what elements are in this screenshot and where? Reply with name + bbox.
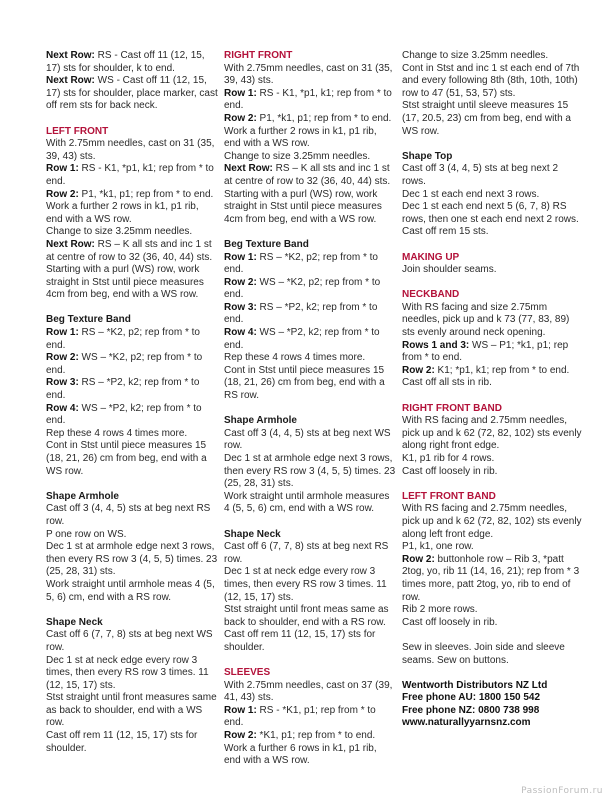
instruction-line: Row 2: buttonhole row – Rib 3, *patt 2tog, yo, rib 11 (14, 16, 21); rep from * 3 times more, patt 2tog, yo, rib to end of row. bbox=[402, 553, 580, 603]
instruction-line: Change to size 3.25mm needles. bbox=[402, 50, 549, 61]
right-armhole-section bbox=[224, 415, 396, 516]
instruction-line: Cast off all sts in rib. bbox=[402, 377, 492, 389]
instruction-line: Cont in Stst until piece measures 15 (18, 21, 26) cm from beg, end with a RS row. bbox=[224, 364, 385, 402]
instruction-line: Dec 1 st at armhole edge next 3 rows, then every RS row 3 (4, 5, 5) times. 23 (25, 28, 31) sts. bbox=[46, 541, 218, 578]
instruction-line: Cast off 6 (7, 7, 8) sts at beg next WS row. bbox=[46, 629, 213, 653]
subsection-heading: Shape Top bbox=[402, 150, 453, 162]
right-texture-band-section bbox=[224, 239, 396, 403]
instruction-line: Work straight until armhole meas 4 (5, 5, 6) cm, end with a RS row. bbox=[46, 578, 215, 603]
section-heading: LEFT FRONT BAND bbox=[402, 490, 496, 502]
distributor-contact bbox=[402, 680, 584, 730]
instruction-line: Work a further 2 rows in k1, p1 rib, end with a WS row. bbox=[46, 201, 199, 225]
instruction-line: Cast off rem 11 (12, 15, 17) sts for shoulder. bbox=[224, 629, 376, 653]
instruction-line: Dec 1 st each end next 5 (6, 7, 8) RS rows, then one st each end next 2 rows. bbox=[402, 201, 579, 225]
instruction-line: With 2.75mm needles, cast on 31 (35, 39, 43) sts. bbox=[46, 138, 215, 162]
subsection-heading: Beg Texture Band bbox=[46, 314, 131, 326]
instruction-line: Next Row: RS - Cast off 11 (12, 15, 17) sts for shoulder, k to end. bbox=[46, 50, 205, 74]
instruction-line: Dec 1 st each end next 3 rows. bbox=[402, 188, 540, 200]
instruction-line: Cast off loosely in rib. bbox=[402, 465, 498, 477]
phone-au: Free phone AU: 1800 150 542 bbox=[402, 692, 541, 704]
instruction-line: Cast off loosely in rib. bbox=[402, 616, 498, 628]
left-texture-band-section bbox=[46, 314, 218, 478]
instruction-line: Row 2: P1, *k1, p1; rep from * to end. bbox=[224, 112, 392, 124]
instruction-line: Starting with a purl (WS) row, work straight in Stst until piece measures 4cm from beg, end with a WS row. bbox=[46, 264, 204, 301]
sleeves-section bbox=[224, 667, 396, 768]
instruction-line: Row 2: P1, *k1, p1; rep from * to end. bbox=[46, 188, 214, 200]
instruction-line: Row 2: WS – *K2, p2; rep from * to end. bbox=[224, 276, 381, 301]
instruction-line: Row 4: WS – *P2, k2; rep from * to end. bbox=[224, 327, 380, 351]
instruction-line: With 2.75mm needles, cast on 31 (35, 39, 43) sts. bbox=[224, 62, 393, 87]
instruction-line: Cast off rem 11 (12, 15, 17) sts for shoulder. bbox=[46, 730, 198, 754]
instruction-line: Sew in sleeves. Join side and sleeve seams. Sew on buttons. bbox=[402, 641, 565, 666]
section-heading: LEFT FRONT bbox=[46, 125, 109, 137]
instruction-line: Cast off 3 (4, 4, 5) sts at beg next WS row. bbox=[224, 427, 391, 452]
shape-top-section bbox=[402, 151, 584, 239]
section-heading: MAKING UP bbox=[402, 251, 460, 263]
distributor-name: Wentworth Distributors NZ Ltd bbox=[402, 679, 548, 691]
sleeves-continued-block bbox=[402, 50, 584, 138]
subsection-heading: Shape Neck bbox=[224, 528, 281, 540]
instruction-line: Dec 1 st at neck edge every row 3 times, then every RS row 3 times. 11 (12, 15, 17) sts. bbox=[46, 654, 209, 691]
instruction-line: P one row on WS. bbox=[46, 528, 127, 540]
instruction-line: Row 1: RS - K1, *p1, k1; rep from * to end. bbox=[46, 163, 214, 187]
finishing-block bbox=[402, 642, 584, 667]
instruction-line: Row 1: RS – *K2, p2; rep from * to end. bbox=[46, 327, 200, 351]
instruction-line: K1, p1 rib for 4 rows. bbox=[402, 453, 495, 464]
instruction-line: Work straight until armhole measures 4 (5, 5, 6) cm, end with a WS row. bbox=[224, 490, 390, 515]
instruction-line: Next Row: RS – K all sts and inc 1 st at centre of row to 32 (36, 40, 44) sts. bbox=[224, 163, 391, 187]
instruction-line: With RS facing and 2.75mm needles, pick up and k 62 (72, 82, 102) sts evenly along left front edge. bbox=[402, 503, 582, 540]
instruction-line: Rep these 4 rows 4 times more. bbox=[224, 352, 366, 364]
instruction-line: Dec 1 st at neck edge every row 3 times, then every RS row 3 times. 11 (12, 15, 17) sts. bbox=[224, 566, 387, 603]
subsection-heading: Shape Armhole bbox=[46, 490, 119, 502]
instruction-line: Row 2: K1; *p1, k1; rep from * to end. bbox=[402, 364, 570, 376]
instruction-line: Stst straight until sleeve measures 15 (17, 20.5, 23) cm from beg, end with a WS row. bbox=[402, 100, 571, 137]
instruction-line: Row 4: WS – *P2, k2; rep from * to end. bbox=[46, 402, 202, 427]
instruction-line: Work a further 2 rows in k1, p1 rib, end with a WS row. bbox=[224, 125, 377, 150]
instruction-line: Starting with a purl (WS) row, work straight in Stst until piece measures 4cm from beg, end with a WS row. bbox=[224, 188, 382, 225]
instruction-line: Next Row: RS – K all sts and inc 1 st at centre of row to 32 (36, 40, 44) sts. bbox=[46, 238, 213, 263]
instruction-line: Change to size 3.25mm needles. bbox=[46, 226, 193, 238]
watermark: PassionForum.ru bbox=[521, 786, 603, 796]
instruction-line: Work a further 6 rows in k1, p1 rib, end with a WS row. bbox=[224, 742, 377, 767]
instruction-line: Row 3: RS – *P2, k2; rep from * to end. bbox=[46, 377, 200, 402]
instruction-line: With RS facing and 2.75mm needles, pick up and k 62 (72, 82, 102) sts evenly along right front edge. bbox=[402, 415, 582, 452]
section-heading: RIGHT FRONT BAND bbox=[402, 402, 502, 414]
instruction-line: Next Row: WS - Cast off 11 (12, 15, 17) sts for shoulder, place marker, cast off rem sts for back neck. bbox=[46, 75, 218, 112]
instruction-line: Row 1: RS - *K1, p1; rep from * to end. bbox=[224, 704, 376, 729]
instruction-line: Stst straight until front measures same as back to shoulder, end with a WS row. bbox=[46, 692, 217, 729]
instruction-line: Join shoulder seams. bbox=[402, 264, 497, 276]
instruction-line: Row 2: WS – *K2, p2; rep from * to end. bbox=[46, 352, 203, 376]
subsection-heading: Shape Neck bbox=[46, 616, 103, 628]
section-heading: SLEEVES bbox=[224, 667, 271, 679]
instruction-line: Cast off 3 (4, 4, 5) sts at beg next RS row. bbox=[46, 503, 211, 527]
instruction-line: Cast off rem 15 sts. bbox=[402, 226, 489, 238]
instruction-line: P1, k1, one row. bbox=[402, 541, 474, 553]
instruction-line: With 2.75mm needles, cast on 37 (39, 41, 43) sts. bbox=[224, 679, 393, 704]
right-neck-section bbox=[224, 529, 396, 655]
column-left bbox=[46, 50, 218, 768]
instruction-line: Cast off 6 (7, 7, 8) sts at beg next RS row. bbox=[224, 541, 389, 565]
section-heading: NECKBAND bbox=[402, 289, 460, 301]
column-middle bbox=[224, 50, 396, 780]
phone-nz: Free phone NZ: 0800 738 998 bbox=[402, 704, 540, 716]
subsection-heading: Beg Texture Band bbox=[224, 238, 309, 250]
instruction-line: Change to size 3.25mm needles. bbox=[224, 150, 371, 162]
website-link[interactable]: www.naturallyyarnsnz.com bbox=[402, 717, 531, 729]
instruction-line: Rib 2 more rows. bbox=[402, 604, 478, 616]
instruction-line: Stst straight until front meas same as back to shoulder, end with a RS row. bbox=[224, 604, 389, 628]
subsection-heading: Shape Armhole bbox=[224, 415, 297, 427]
left-neck-section bbox=[46, 617, 218, 756]
left-front-band-section bbox=[402, 491, 584, 630]
back-shoulder-block bbox=[46, 50, 218, 113]
instruction-line: Dec 1 st at armhole edge next 3 rows, then every RS row 3 (4, 5, 5) times. 23 (25, 28, 31) sts. bbox=[224, 453, 396, 490]
column-right bbox=[402, 50, 584, 730]
instruction-line: Row 1: RS – *K2, p2; rep from * to end. bbox=[224, 251, 378, 276]
neckband-section bbox=[402, 289, 584, 390]
instruction-line: Rep these 4 rows 4 times more. bbox=[46, 427, 188, 439]
section-heading: RIGHT FRONT bbox=[224, 50, 293, 61]
instruction-line: Rows 1 and 3: WS – P1; *k1, p1; rep from * to end. bbox=[402, 339, 569, 364]
instruction-line: Cont in Stst and inc 1 st each end of 7th and every following 8th (8th, 10th, 10th) row to 47 (51, 53, 57) sts. bbox=[402, 62, 580, 99]
instruction-line: With RS facing and size 2.75mm needles, pick up and k 73 (77, 83, 89) sts evenly around neck opening. bbox=[402, 301, 570, 339]
instruction-line: Row 3: RS – *P2, k2; rep from * to end. bbox=[224, 301, 378, 326]
making-up-section bbox=[402, 252, 584, 277]
instruction-line: Row 2: *K1, p1; rep from * to end. bbox=[224, 730, 376, 742]
right-front-section bbox=[224, 50, 396, 226]
left-front-section bbox=[46, 126, 218, 302]
instruction-line: Row 1: RS - K1, *p1, k1; rep from * to end. bbox=[224, 87, 392, 112]
left-armhole-section bbox=[46, 491, 218, 604]
instruction-line: Cont in Stst until piece measures 15 (18, 21, 26) cm from beg, end with a WS row. bbox=[46, 440, 207, 477]
instruction-line: Cast off 3 (4, 4, 5) sts at beg next 2 rows. bbox=[402, 163, 559, 187]
right-front-band-section bbox=[402, 403, 584, 479]
